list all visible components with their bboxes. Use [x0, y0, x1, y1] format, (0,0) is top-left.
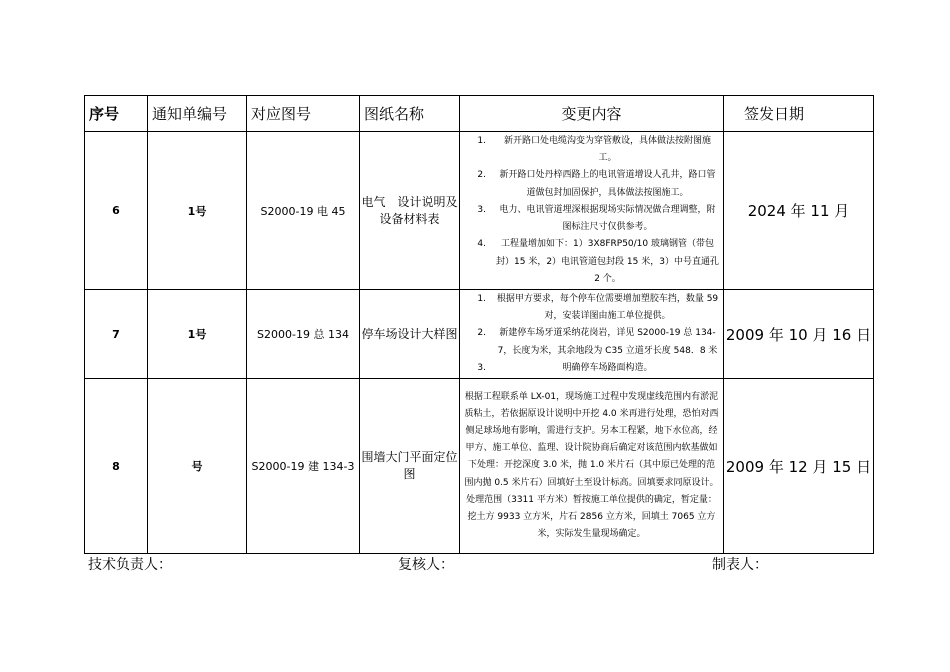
- item-number: 3.: [477, 204, 486, 215]
- drawing-name-cell: 停车场设计大样图: [360, 290, 460, 379]
- item-number: 1.: [477, 293, 486, 304]
- item-text: 新开路口处电缆沟变为穿管敷设，具体做法按附图施工。: [503, 136, 711, 164]
- change-item: [464, 236, 719, 288]
- header-drawing-no: 对应图号: [247, 96, 360, 132]
- seq-cell: 8: [85, 379, 148, 554]
- header-drawing-name: 图纸名称: [360, 96, 460, 132]
- change-item: [464, 360, 719, 377]
- date-cell: 2009 年 12 月 15 日: [724, 379, 874, 554]
- notice-no-cell: 号: [148, 379, 247, 554]
- item-text: 新开路口处丹梓西路上的电讯管道增设人孔井，路口管道做包封加固保护，具体做法按图施工。: [499, 170, 716, 198]
- notice-no-cell: 1号: [148, 132, 247, 290]
- change-item: [464, 325, 719, 359]
- change-table: [84, 95, 874, 554]
- table-row: [85, 290, 874, 379]
- item-number: 4.: [477, 239, 486, 250]
- change-content-cell: [460, 290, 724, 379]
- item-number: 2.: [477, 170, 486, 181]
- item-text: 新建停车场牙道采纳花岗岩，详见 S2000-19 总 134-7，长度为米，其余地段为 C35 立道牙长度 548．8 米: [497, 328, 718, 356]
- item-text: 电力、电讯管道埋深根据现场实际情况做合理调整，附图标注尺寸仅供参考。: [499, 204, 716, 233]
- item-text: 明确停车场路面构造。: [562, 362, 653, 373]
- change-item: [464, 291, 719, 325]
- drawing-name-cell: 围墙大门平面定位图: [360, 379, 460, 554]
- change-item: [464, 202, 719, 236]
- drawing-no-cell: S2000-19 电 45: [247, 132, 360, 290]
- tech-lead-label: 技术负责人：: [88, 557, 172, 573]
- reviewer-label: 复核人：: [398, 557, 454, 573]
- header-seq: 序号: [85, 96, 148, 132]
- drawing-no-cell: S2000-19 建 134-3: [247, 379, 360, 554]
- drawing-no-cell: S2000-19 总 134: [247, 290, 360, 379]
- table-header-row: [85, 96, 874, 132]
- change-item: [464, 167, 719, 201]
- date-cell: 2024 年 11 月: [724, 132, 874, 290]
- table-row: [85, 132, 874, 290]
- item-number: 2.: [477, 328, 486, 339]
- date-cell: 2009 年 10 月 16 日: [724, 290, 874, 379]
- seq-cell: 7: [85, 290, 148, 379]
- drawing-name-cell: 电气 设计说明及设备材料表: [360, 132, 460, 290]
- item-text: 工程量增加如下：1）3X8FRP50/10 玻璃钢管（带包封）15 米，2）电讯管道包封段 15 米，3）中号直通孔 2 个。: [496, 239, 719, 284]
- change-item: [464, 133, 719, 167]
- item-number: 1.: [477, 136, 486, 147]
- item-number: 3.: [477, 362, 486, 373]
- header-notice-no: 通知单编号: [148, 96, 247, 132]
- change-text: 根据工程联系单 LX-01，现场施工过程中发现虚线范围内有淤泥质粘土，若依据原设计说明中开挖 4.0 米再进行处理，恐怕对西侧足球场地有影响，需进行支护。另本工程紧，地下水位高，经甲方、施工单位、监理、设计院协商后确定对该范围内软基做如下处理：开挖深度 3.0 米，抛 1.0 米片石（其中原已处理的范围内抛 0.5 米片石）回填好土至设计标高。回填要求同原设计。处理范围（3311 平方米）暂按施工单位提供的确定，暂定量：挖土方 9933 立方米，片石 2856 立方米，回填土 7065 立方米，实际发生量现场确定。: [464, 391, 719, 540]
- change-content-cell: [460, 132, 724, 290]
- table-row: [85, 379, 874, 554]
- header-date: 签发日期: [724, 96, 874, 132]
- item-text: 根据甲方要求，每个停车位需要增加塑胶车挡，数量 59 对，安装详图由施工单位提供。: [496, 293, 719, 322]
- change-content-cell: [460, 379, 724, 554]
- seq-cell: 6: [85, 132, 148, 290]
- notice-no-cell: 1号: [148, 290, 247, 379]
- maker-label: 制表人：: [712, 557, 768, 573]
- header-change: 变更内容: [460, 96, 724, 132]
